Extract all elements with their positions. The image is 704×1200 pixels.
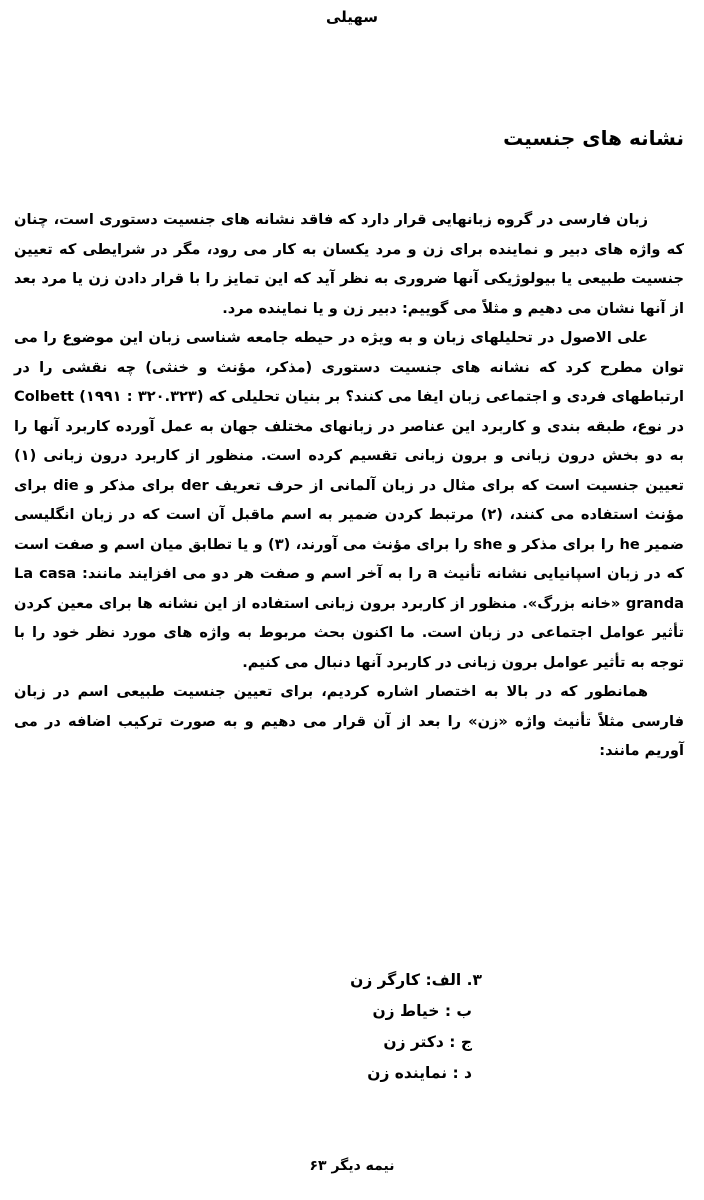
body-text xyxy=(14,205,684,766)
running-head: سهیلی xyxy=(325,8,379,26)
paragraph-1: زبان فارسی در گروه زبانهایی قرار دارد که فاقد نشانه های جنسیت دستوری است، چنان که واژه های دبیر و نماینده برای زن و مرد یکسان به کار می رود، مگر در شرایطی که تعیین جنسیت طبیعی یا بیولوژیکی آنها ضروری به نظر آید که این تمایز را با قرار دادن زن یا مرد بعد از آنها نشان می دهیم و مثلاً می گوییم: دبیر زن و یا نماینده مرد. xyxy=(14,211,684,317)
example-item-jim: ج : دکتر زن xyxy=(383,1033,472,1051)
example-item-alef: ۳. الف: کارگر زن xyxy=(350,971,482,989)
example-list xyxy=(350,965,482,1089)
paragraph-2: علی الاصول در تحلیلهای زبان و به ویژه در حیطه جامعه شناسی زبان این موضوع را می توان مطرح کرد که نشانه های جنسیت دستوری (مذکر، مؤنث و خنثی) چه نقشی را در ارتباطهای فردی و اجتماعی زبان ایفا می کنند؟ بر بنیان تحلیلی که Colbett (۱۹۹۱ : ۳۲۰.۳۲۳) در نوع، طبقه بندی و کاربرد این عناصر در زبانهای مختلف جهان به عمل آورده کاربرد آنها را به دو بخش درون زبانی و برون زبانی تقسیم کرده است. منظور از کاربرد درون زبانی (۱) تعیین جنسیت است که برای مثال در زبان آلمانی از حرف تعریف der برای مذکر و die برای مؤنث استفاده می کنند، (۲) مرتبط کردن ضمیر به اسم ماقبل آن است که در زبان انگلیسی ضمیر he را برای مذکر و she را برای مؤنث می آورند، (۳) و یا تطابق میان اسم و صفت است که در زبان اسپانیایی نشانه تأنیث a را به آخر اسم و صفت هر دو می افزایند مانند: La casa granda «خانه بزرگ». منظور از کاربرد برون زبانی استفاده از این نشانه ها برای معین کردن تأثیر عوامل اجتماعی در زبان است. ما اکنون بحث مربوط به واژه های مورد نظر خود را با توجه به تأثیر عوامل برون زبانی در کاربرد آنها دنبال می کنیم. xyxy=(14,329,685,671)
page-footer: نیمه دیگر ۶۳ xyxy=(309,1158,395,1174)
example-item-dal: د : نماینده زن xyxy=(367,1064,472,1082)
section-title: نشانه های جنسیت xyxy=(503,126,684,150)
example-item-be: ب : خیاط زن xyxy=(372,1002,472,1020)
paragraph-3: همانطور که در بالا به اختصار اشاره کردیم، برای تعیین جنسیت طبیعی اسم در زبان فارسی مثلاً تأنیث واژه «زن» را بعد از آن قرار می دهیم و به صورت ترکیب اضافه در می آوریم مانند: xyxy=(14,683,684,759)
